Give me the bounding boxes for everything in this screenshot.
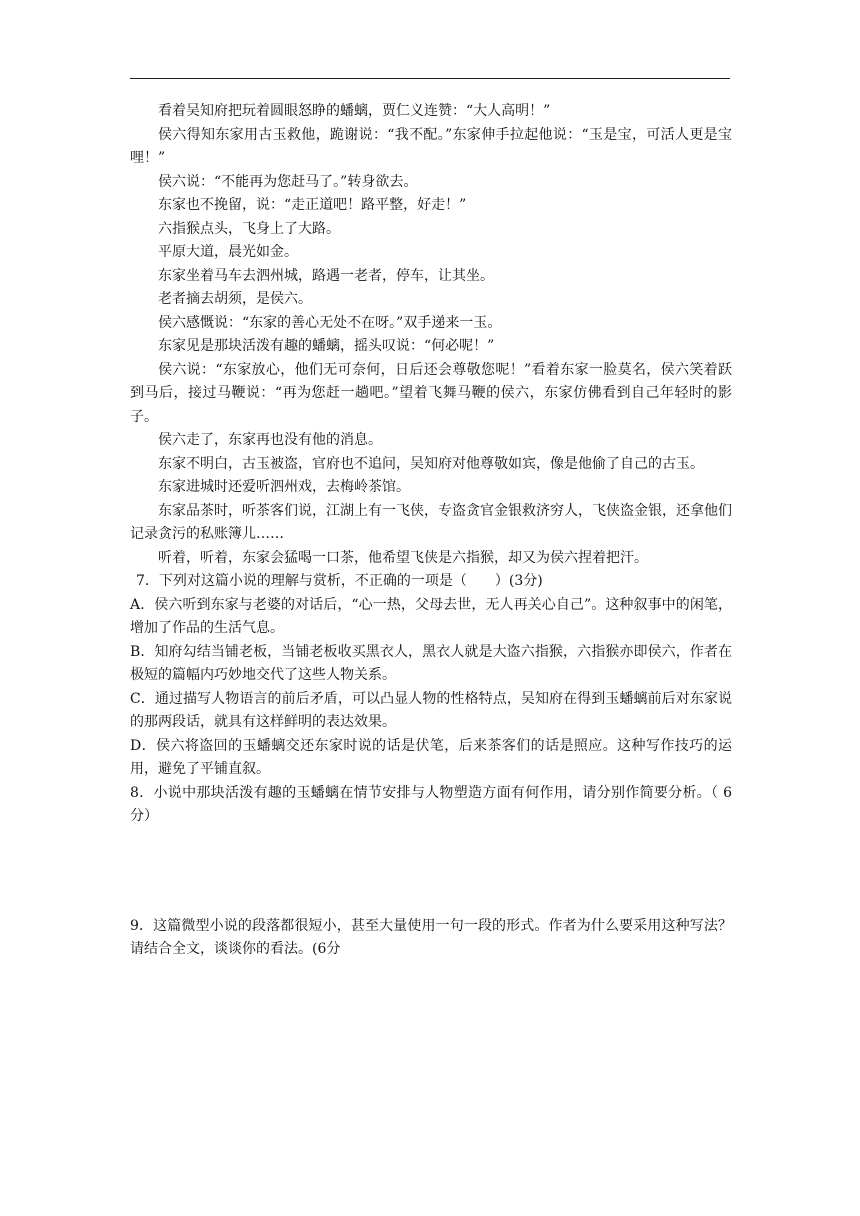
story-paragraph: 侯六说：“东家放心，他们无可奈何，日后还会尊敬您呢！”看着东家一脸莫名，侯六笑着跃到马后，接过马鞭说：“再为您赶一趟吧。”望着飞舞马鞭的侯六，东家仿佛看到自己年轻时的影子。 [130, 361, 732, 425]
story-paragraph: 东家进城时还爱听泗州戏，去梅岭茶馆。 [158, 479, 410, 495]
story-paragraph: 看着吴知府把玩着圆眼怒睁的蟠螭，贾仁义连赞：“大人高明！” [158, 103, 551, 119]
story-paragraph: 东家也不挽留，说：“走正道吧！路平整，好走！” [158, 197, 467, 213]
document-body [130, 100, 732, 962]
story-paragraph: 东家坐着马车去泗州城，路遇一老者，停车，让其坐。 [158, 267, 494, 284]
header-rule [130, 78, 730, 79]
story-paragraph: 六指猴点头，飞身上了大路。 [158, 220, 340, 237]
question-7-stem: 7．下列对这篇小说的理解与赏析，不正确的一项是（ ）(3分) [136, 573, 543, 589]
answer-space [130, 829, 732, 915]
story-paragraph: 侯六走了，东家再也没有他的消息。 [158, 432, 382, 448]
story-paragraph: 东家品茶时，听茶客们说，江湖上有一飞侠，专盗贪官金银救济穷人，飞侠盗金银，还拿他们记录贪污的私账簿儿…… [130, 502, 732, 542]
question-9: 9．这篇微型小说的段落都很短小，甚至大量使用一句一段的形式。作者为什么要采用这种写法？请结合全文，谈谈你的看法。(6分 [130, 917, 732, 957]
story-paragraph: 侯六感慨说：“东家的善心无处不在呀。”双手递来一玉。 [158, 314, 502, 331]
question-7-option-d: D．侯六将盗回的玉蟠螭交还东家时说的话是伏笔，后来茶客们的话是照应。这种写作技巧的运用，避免了平铺直叙。 [130, 737, 732, 777]
question-7-option-a: A．侯六听到东家与老婆的对话后，“心一热，父母去世，无人再关心自己”。这种叙事中的闲笔，增加了作品的生活气息。 [130, 596, 732, 636]
story-paragraph: 老者摘去胡须，是侯六。 [158, 291, 312, 307]
story-paragraph: 听着，听着，东家会猛喝一口茶，他希望飞侠是六指猴，却又为侯六捏着把汗。 [158, 549, 648, 566]
story-paragraph: 平原大道，晨光如金。 [158, 244, 298, 260]
story-paragraph: 东家见是那块活泼有趣的蟠螭，摇头叹说：“何必呢！” [158, 338, 495, 354]
question-7-option-c: C．通过描写人物语言的前后矛盾，可以凸显人物的性格特点，吴知府在得到玉蟠螭前后对东家说的那两段话，就具有这样鲜明的表达效果。 [130, 690, 732, 730]
story-paragraph: 东家不明白，古玉被盗，官府也不追问，吴知府对他尊敬如宾，像是他偷了自己的古玉。 [158, 455, 704, 472]
question-7-option-b: B．知府勾结当铺老板，当铺老板收买黑衣人，黑衣人就是大盗六指猴，六指猴亦即侯六，作者在极短的篇幅内巧妙地交代了这些人物关系。 [130, 643, 732, 683]
story-paragraph: 侯六得知东家用古玉救他，跪谢说：“我不配。”东家伸手拉起他说：“玉是宝，可活人更是宝哩！” [130, 126, 732, 166]
question-8: 8．小说中那块活泼有趣的玉蟠螭在情节安排与人物塑造方面有何作用，请分别作简要分析。（ 6分） [130, 784, 732, 824]
story-paragraph: 侯六说：“不能再为您赶马了。”转身欲去。 [158, 173, 418, 190]
